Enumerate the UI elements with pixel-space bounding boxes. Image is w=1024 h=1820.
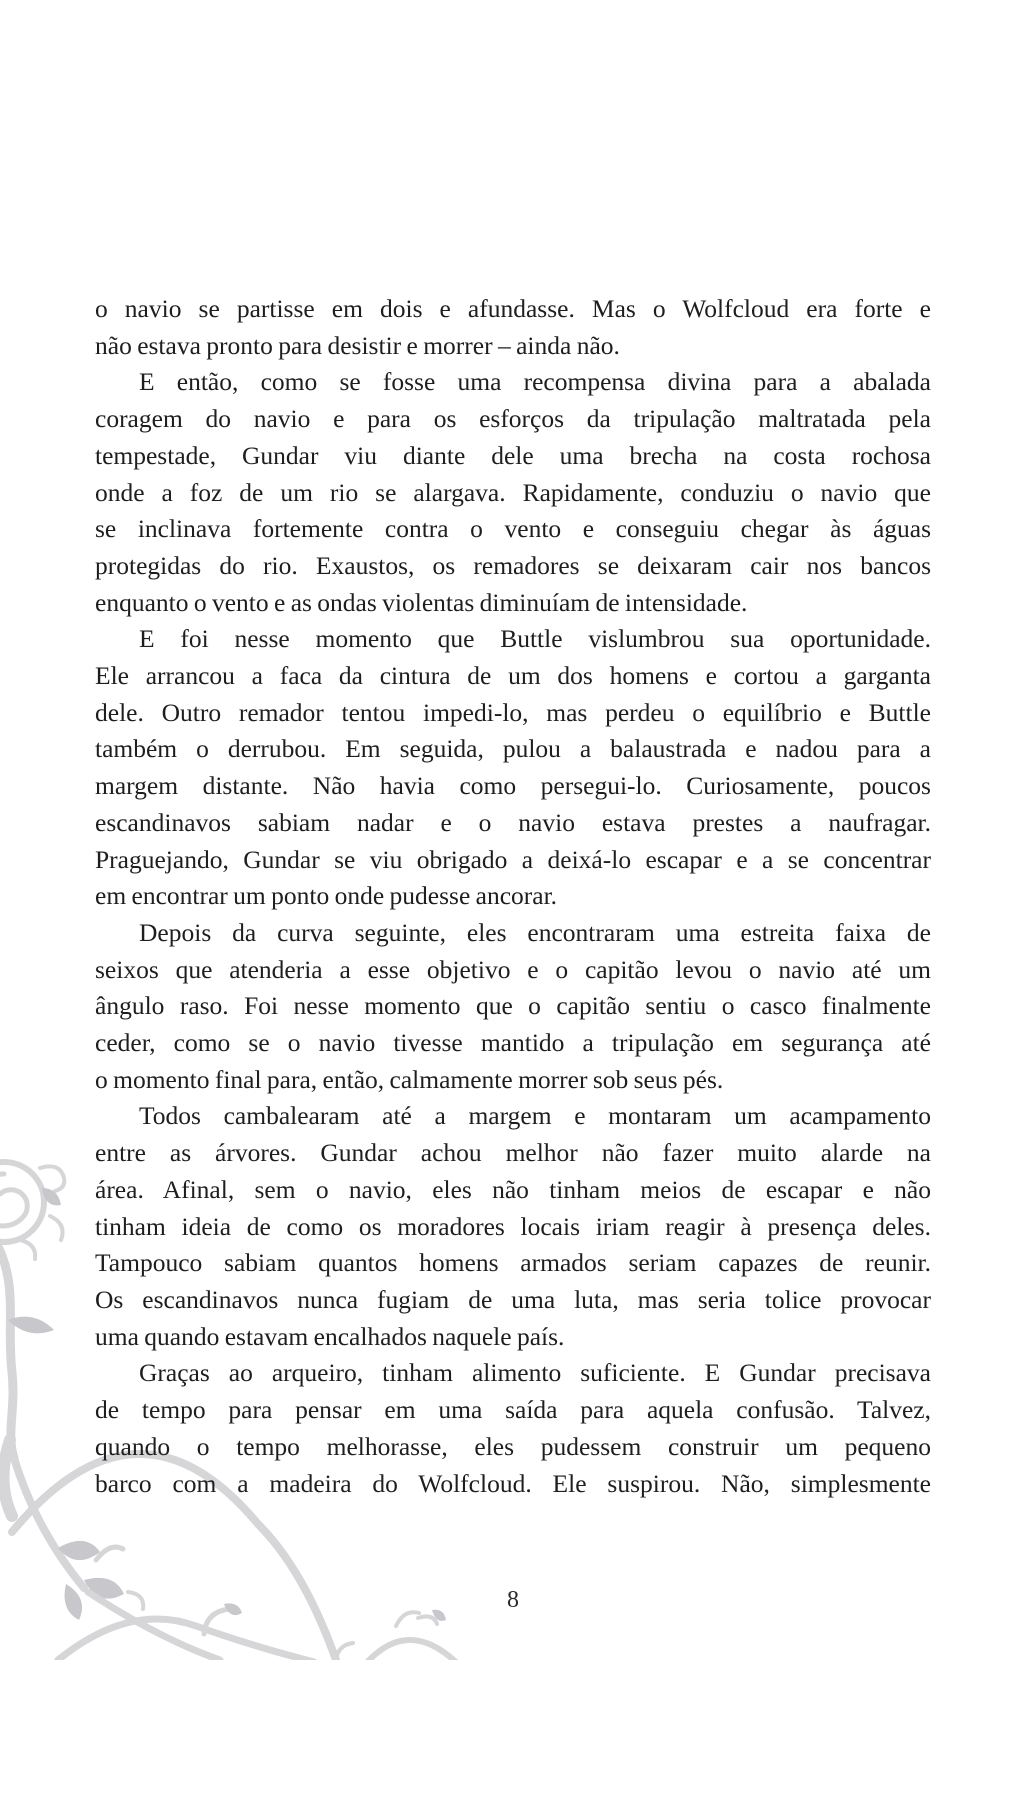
text-line: E foi nesse momento que Buttle vislumbrou sua oportunidade. [139, 624, 931, 654]
page-number: 8 [507, 1587, 519, 1613]
text-line: o momento final para, então, calmamente morrer sob seus pés. [95, 1064, 724, 1094]
paragraph-6 [95, 1355, 931, 1502]
text-line: entre as árvores. Gundar achou melhor não fazer muito alarde na [95, 1138, 931, 1168]
paragraph-3 [95, 621, 931, 915]
text-line: área. Afinal, sem o navio, eles não tinham meios de escapar e não [95, 1174, 931, 1204]
text-line: quando o tempo melhorasse, eles pudessem construir um pequeno [95, 1431, 931, 1461]
text-line: Os escandinavos nunca fugiam de uma luta, mas seria tolice provocar [95, 1284, 931, 1314]
text-line: ceder, como se o navio tivesse mantido a tripulação em segurança até [95, 1028, 931, 1058]
text-line: E então, como se fosse uma recompensa divina para a abalada [139, 367, 931, 397]
text-line: margem distante. Não havia como persegui-lo. Curiosamente, poucos [95, 771, 931, 801]
text-line: também o derrubou. Em seguida, pulou a balaustrada e nadou para a [95, 734, 931, 764]
text-line: seixos que atenderia a esse objetivo e o capitão levou o navio até um [95, 954, 931, 984]
text-line: ângulo raso. Foi nesse momento que o capitão sentiu o casco finalmente [95, 991, 931, 1021]
text-line: escandinavos sabiam nadar e o navio estava prestes a naufragar. [95, 807, 931, 837]
text-line: se inclinava fortemente contra o vento e conseguiu chegar às águas [95, 514, 931, 544]
page-text [95, 291, 931, 1502]
text-line: não estava pronto para desistir e morrer – ainda não. [95, 330, 620, 360]
text-line: onde a foz de um rio se alargava. Rapidamente, conduziu o navio que [95, 477, 931, 507]
paragraph-2 [95, 364, 931, 621]
text-line: tinham ideia de como os moradores locais iriam reagir à presença deles. [95, 1211, 931, 1241]
text-line: uma quando estavam encalhados naquele país. [95, 1321, 565, 1351]
text-line: enquanto o vento e as ondas violentas diminuíam de intensidade. [95, 587, 748, 617]
text-line: Graças ao arqueiro, tinham alimento suficiente. E Gundar precisava [139, 1358, 931, 1388]
text-line: o navio se partisse em dois e afundasse. Mas o Wolfcloud era forte e [95, 294, 931, 323]
text-line: Todos cambalearam até a margem e montaram um acampamento [139, 1101, 931, 1131]
paragraph-1 [95, 291, 931, 364]
text-line: protegidas do rio. Exaustos, os remadores se deixaram cair nos bancos [95, 550, 931, 580]
text-line: Praguejando, Gundar se viu obrigado a deixá-lo escapar e a se concentrar [95, 844, 931, 874]
paragraph-4 [95, 915, 931, 1099]
paragraph-5 [95, 1098, 931, 1355]
text-line: Ele arrancou a faca da cintura de um dos homens e cortou a garganta [95, 661, 931, 691]
text-line: Tampouco sabiam quantos homens armados seriam capazes de reunir. [95, 1248, 931, 1278]
text-line: tempestade, Gundar viu diante dele uma brecha na costa rochosa [95, 440, 931, 470]
text-line: Depois da curva seguinte, eles encontraram uma estreita faixa de [139, 917, 931, 947]
text-line: dele. Outro remador tentou impedi-lo, mas perdeu o equilíbrio e Buttle [95, 697, 931, 727]
text-line: barco com a madeira do Wolfcloud. Ele suspirou. Não, simplesmente [95, 1468, 931, 1498]
text-line: coragem do navio e para os esforços da tripulação maltratada pela [95, 404, 931, 434]
text-line: de tempo para pensar em uma saída para aquela confusão. Talvez, [95, 1395, 931, 1425]
text-line: em encontrar um ponto onde pudesse ancorar. [95, 881, 558, 911]
